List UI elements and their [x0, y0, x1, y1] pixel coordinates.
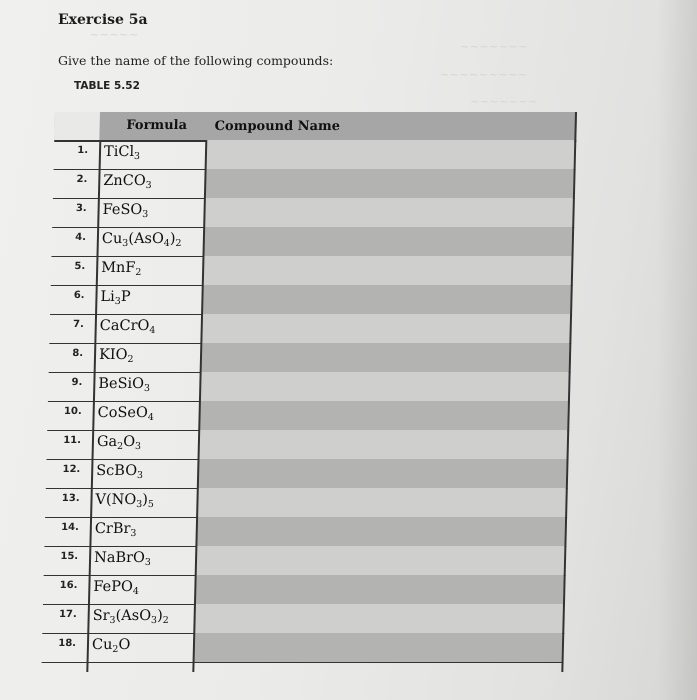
table-row	[54, 140, 577, 170]
table-row	[46, 459, 569, 489]
row-number: 1.	[77, 145, 89, 156]
row-formula: FePO$_4$	[93, 579, 139, 597]
compound-name-cell[interactable]	[194, 633, 563, 662]
compound-name-cell[interactable]	[199, 430, 568, 459]
compound-name-cell[interactable]	[201, 343, 570, 372]
header-formula: Formula	[126, 118, 188, 133]
row-formula: $V(NO_3)_5$	[95, 492, 155, 510]
compound-name-cell[interactable]	[196, 517, 565, 546]
row-formula: ZnCO$_3$	[103, 173, 152, 191]
row-formula: MnF$_2$	[100, 260, 142, 278]
row-formula: $Li_3P$	[100, 289, 131, 307]
compound-name-cell[interactable]	[203, 227, 572, 256]
show-through-text: ~~~~~~~	[460, 40, 529, 53]
row-number: 12.	[62, 464, 81, 475]
table-header-row	[54, 112, 577, 142]
table-row	[52, 198, 575, 228]
row-formula: $KIO_2$	[98, 347, 134, 365]
row-formula: CaCrO$_4$	[99, 318, 156, 336]
row-formula: $Ga_2O_3$	[96, 434, 142, 452]
table-row	[42, 633, 565, 663]
table-row	[46, 430, 569, 460]
row-number: 10.	[63, 406, 82, 417]
row-formula: NaBrO$_3$	[93, 550, 151, 568]
row-number: 2.	[76, 174, 88, 185]
table-row	[45, 488, 568, 518]
compound-name-cell[interactable]	[196, 546, 565, 575]
header-compound-name: Compound Name	[214, 119, 341, 134]
row-formula: CrBr$_3$	[94, 521, 137, 539]
table-row	[49, 343, 572, 373]
page-shadow	[657, 0, 697, 700]
row-number: 13.	[61, 493, 80, 504]
row-number: 9.	[71, 377, 83, 388]
row-number: 16.	[59, 580, 78, 591]
show-through-text: ~~~~~~~~~	[440, 68, 528, 81]
row-formula: $Sr_3(AsO_3)_2$	[92, 608, 169, 626]
table-row	[49, 314, 572, 344]
table-row	[47, 401, 570, 431]
row-number: 4.	[75, 232, 87, 243]
show-through-text: ~~~~~~~	[470, 95, 539, 108]
table-row	[42, 604, 565, 634]
table-row	[44, 517, 567, 547]
row-formula: ScBO$_3$	[96, 463, 144, 481]
row-number: 15.	[60, 551, 79, 562]
row-formula: $Cu_3(AsO_4)_2$	[101, 231, 182, 249]
instruction-text: Give the name of the following compounds:	[58, 53, 334, 68]
compound-name-cell[interactable]	[202, 285, 571, 314]
row-number: 3.	[75, 203, 87, 214]
compound-name-cell[interactable]	[198, 459, 567, 488]
row-number: 18.	[58, 638, 77, 649]
row-number: 8.	[72, 348, 84, 359]
row-formula: CoSeO$_4$	[97, 405, 154, 423]
compound-name-cell[interactable]	[201, 314, 570, 343]
table-row	[53, 169, 576, 199]
table-row	[43, 575, 566, 605]
compound-name-cell[interactable]	[199, 401, 568, 430]
compound-name-cell[interactable]	[203, 256, 572, 285]
compound-name-cell[interactable]	[197, 488, 566, 517]
table-row	[51, 227, 574, 257]
compound-name-cell[interactable]	[195, 575, 564, 604]
compound-name-cell[interactable]	[206, 140, 575, 169]
table-row	[50, 285, 573, 315]
row-number: 11.	[63, 435, 82, 446]
row-number: 6.	[73, 290, 85, 301]
exercise-title: Exercise 5a	[58, 12, 148, 28]
table-label: TABLE 5.52	[74, 80, 140, 92]
row-formula: FeSO$_3$	[102, 202, 149, 220]
compounds-table	[41, 112, 577, 672]
compound-name-cell[interactable]	[205, 169, 574, 198]
show-through-text: ~~~~~	[90, 28, 139, 41]
table-row	[48, 372, 571, 402]
row-number: 14.	[60, 522, 79, 533]
row-number: 5.	[74, 261, 86, 272]
header-number-cell	[54, 112, 100, 140]
row-formula: TiCl$_3$	[103, 144, 141, 162]
row-formula: $Cu_2O$	[91, 637, 131, 655]
row-formula: BeSiO$_3$	[98, 376, 151, 394]
compound-name-cell[interactable]	[194, 604, 563, 633]
row-number: 17.	[58, 609, 77, 620]
row-number: 7.	[72, 319, 84, 330]
compound-name-cell[interactable]	[204, 198, 573, 227]
table-row	[44, 546, 567, 576]
table-row	[51, 256, 574, 286]
compound-name-cell[interactable]	[200, 372, 569, 401]
